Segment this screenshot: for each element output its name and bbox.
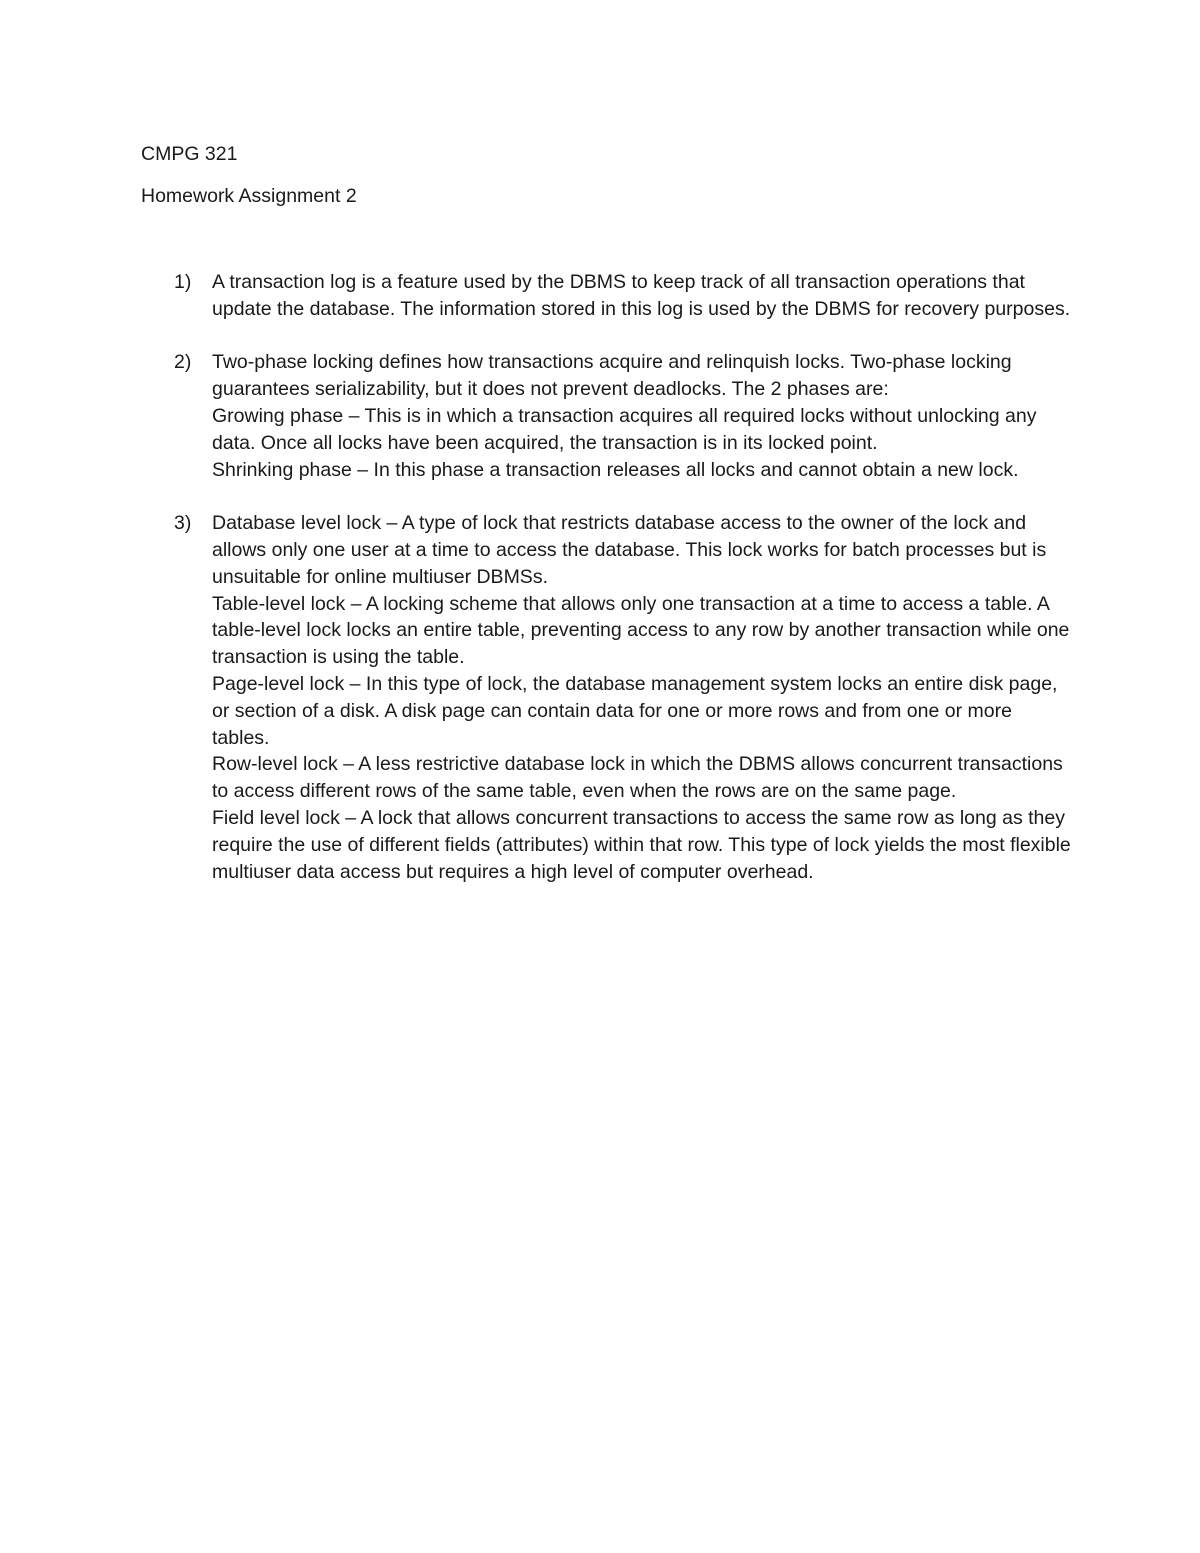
answer-paragraph: Table-level lock – A locking scheme that allows only one transaction at a time to access a table. A table-level lock locks an entire table, preventing access to any row by another transaction while one transaction is using the table. — [212, 592, 1070, 669]
answer-number: 3) — [174, 512, 192, 535]
answer-paragraph: Database level lock – A type of lock that restricts database access to the owner of the lock and allows only one user at a time to access the database. This lock works for batch processes but is unsuitable for online multiuser DBMSs. — [212, 512, 1047, 588]
answer-paragraph: Page-level lock – In this type of lock, the database management system locks an entire disk page, or section of a disk. A disk page can contain data for one or more rows and from one or more tables. — [212, 672, 1058, 749]
course-code: CMPG 321 — [141, 143, 238, 165]
answer-3 — [141, 510, 1071, 885]
assignment-title: Homework Assignment 2 — [141, 185, 357, 207]
answer-paragraph: Field level lock – A lock that allows concurrent transactions to access the same row as long as they require the use of different fields (attributes) within that row. This type of lock yields the most flexible multiuser data access but requires a high level of computer overhead. — [212, 806, 1071, 883]
answer-2 — [141, 349, 1071, 483]
answer-paragraph: Shrinking phase – In this phase a transaction releases all locks and cannot obtain a new lock. — [212, 458, 1019, 481]
answer-number: 2) — [174, 351, 192, 374]
answer-1 — [141, 269, 1071, 323]
answer-paragraph: A transaction log is a feature used by the DBMS to keep track of all transaction operations that update the database. The information stored in this log is used by the DBMS for recovery purposes. — [212, 271, 1071, 320]
answer-paragraph: Two-phase locking defines how transactions acquire and relinquish locks. Two-phase locking guarantees serializability, but it does not prevent deadlocks. The 2 phases are: — [212, 351, 1012, 401]
answer-paragraph: Growing phase – This is in which a transaction acquires all required locks without unlocking any data. Once all locks have been acquired, the transaction is in its locked point. — [212, 404, 1037, 454]
answer-paragraph: Row-level lock – A less restrictive database lock in which the DBMS allows concurrent transactions to access different rows of the same table, even when the rows are on the same page. — [212, 753, 1063, 803]
answer-number: 1) — [174, 271, 192, 293]
answer-list — [141, 269, 1071, 885]
